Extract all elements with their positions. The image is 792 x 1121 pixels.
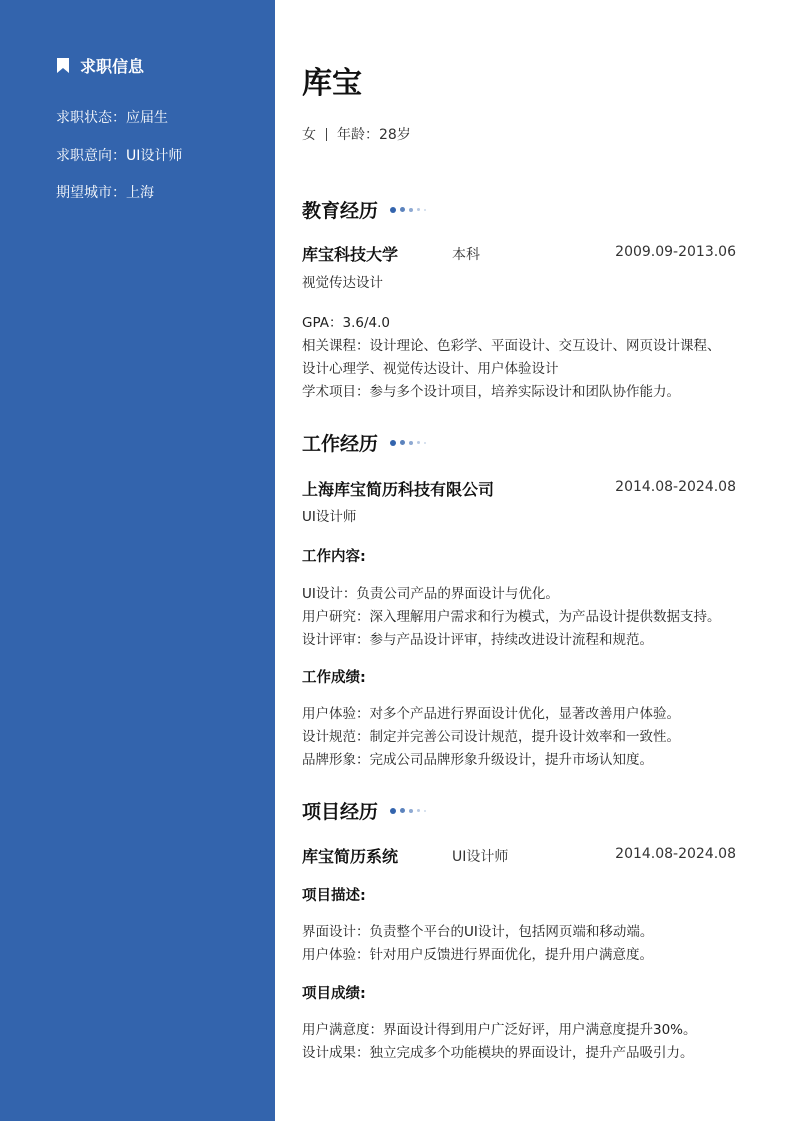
project-section-title <box>302 797 430 824</box>
job-intent-label: 求职意向： <box>56 148 126 164</box>
gender: 女 <box>302 127 316 143</box>
age-value: 28岁 <box>379 127 411 143</box>
education-line: 设计心理学、视觉传达设计、用户体验设计 <box>302 361 559 377</box>
work-section-title <box>302 429 430 456</box>
project-results-line: 设计成果：独立完成多个功能模块的界面设计，提升产品吸引力。 <box>302 1045 694 1061</box>
job-intent-value: UI设计师 <box>126 148 183 164</box>
company-name: 上海库宝简历科技有限公司 <box>302 480 495 499</box>
work-date: 2014.08-2024.08 <box>615 479 736 495</box>
work-results-line: 品牌形象：完成公司品牌形象升级设计，提升市场认知度。 <box>302 752 653 768</box>
work-content-line: UI设计：负责公司产品的界面设计与优化。 <box>302 586 559 602</box>
job-status-label: 求职状态： <box>56 110 126 126</box>
education-date: 2009.09-2013.06 <box>615 244 736 260</box>
dot <box>409 441 413 445</box>
work-role: UI设计师 <box>302 509 357 525</box>
education-title: 教育经历 <box>302 200 379 222</box>
age-label: 年龄： <box>337 127 379 143</box>
dot <box>400 207 405 212</box>
project-title: 项目经历 <box>302 801 379 823</box>
project-name: 库宝简历系统 <box>302 847 399 866</box>
education-line: GPA：3.6/4.0 <box>302 315 390 331</box>
dots-decoration <box>390 207 430 213</box>
major: 视觉传达设计 <box>302 275 383 291</box>
work-results-line: 设计规范：制定并完善公司设计规范，提升设计效率和一致性。 <box>302 729 680 745</box>
dot <box>400 808 405 813</box>
project-results-title: 项目成绩: <box>302 986 366 1002</box>
expected-city-label: 期望城市： <box>56 185 126 201</box>
job-status-value: 应届生 <box>126 110 168 126</box>
work-content-line: 设计评审：参与产品设计评审，持续改进设计流程和规范。 <box>302 632 653 648</box>
sidebar-header <box>56 54 144 77</box>
project-date: 2014.08-2024.08 <box>615 846 736 862</box>
dot <box>424 209 426 211</box>
dot <box>400 440 405 445</box>
work-content-line: 用户研究：深入理解用户需求和行为模式，为产品设计提供数据支持。 <box>302 609 721 625</box>
work-results-title: 工作成绩: <box>302 670 366 686</box>
project-desc-line: 用户体验：针对用户反馈进行界面优化，提升用户满意度。 <box>302 947 653 963</box>
expected-city <box>56 182 154 202</box>
dot <box>409 809 413 813</box>
candidate-name: 库宝 <box>302 66 362 101</box>
education-line: 学术项目：参与多个设计项目，培养实际设计和团队协作能力。 <box>302 384 680 400</box>
job-intent <box>56 145 182 165</box>
job-status <box>56 107 168 127</box>
dot <box>424 810 426 812</box>
work-results-line: 用户体验：对多个产品进行界面设计优化，显著改善用户体验。 <box>302 706 680 722</box>
basic-info <box>302 124 411 144</box>
dot <box>409 208 413 212</box>
expected-city-value: 上海 <box>126 185 154 201</box>
dots-decoration <box>390 808 430 814</box>
project-results-line: 用户满意度：界面设计得到用户广泛好评，用户满意度提升30%。 <box>302 1022 697 1038</box>
dot <box>417 208 420 211</box>
education-section-title <box>302 196 430 223</box>
dot <box>424 442 426 444</box>
dot <box>390 440 396 446</box>
dot <box>390 207 396 213</box>
work-content-title: 工作内容: <box>302 549 366 565</box>
dots-decoration <box>390 440 430 446</box>
education-line: 相关课程：设计理论、色彩学、平面设计、交互设计、网页设计课程、 <box>302 338 721 354</box>
sidebar <box>0 0 275 1121</box>
degree: 本科 <box>452 247 480 263</box>
dot <box>417 441 420 444</box>
work-title: 工作经历 <box>302 433 379 455</box>
project-desc-title: 项目描述: <box>302 888 366 904</box>
dot <box>417 809 420 812</box>
divider <box>326 128 327 141</box>
project-role: UI设计师 <box>452 849 509 865</box>
dot <box>390 808 396 814</box>
project-desc-line: 界面设计：负责整个平台的UI设计，包括网页端和移动端。 <box>302 924 654 940</box>
bookmark-icon <box>56 57 70 74</box>
sidebar-title: 求职信息 <box>80 57 145 76</box>
school-name: 库宝科技大学 <box>302 245 399 264</box>
